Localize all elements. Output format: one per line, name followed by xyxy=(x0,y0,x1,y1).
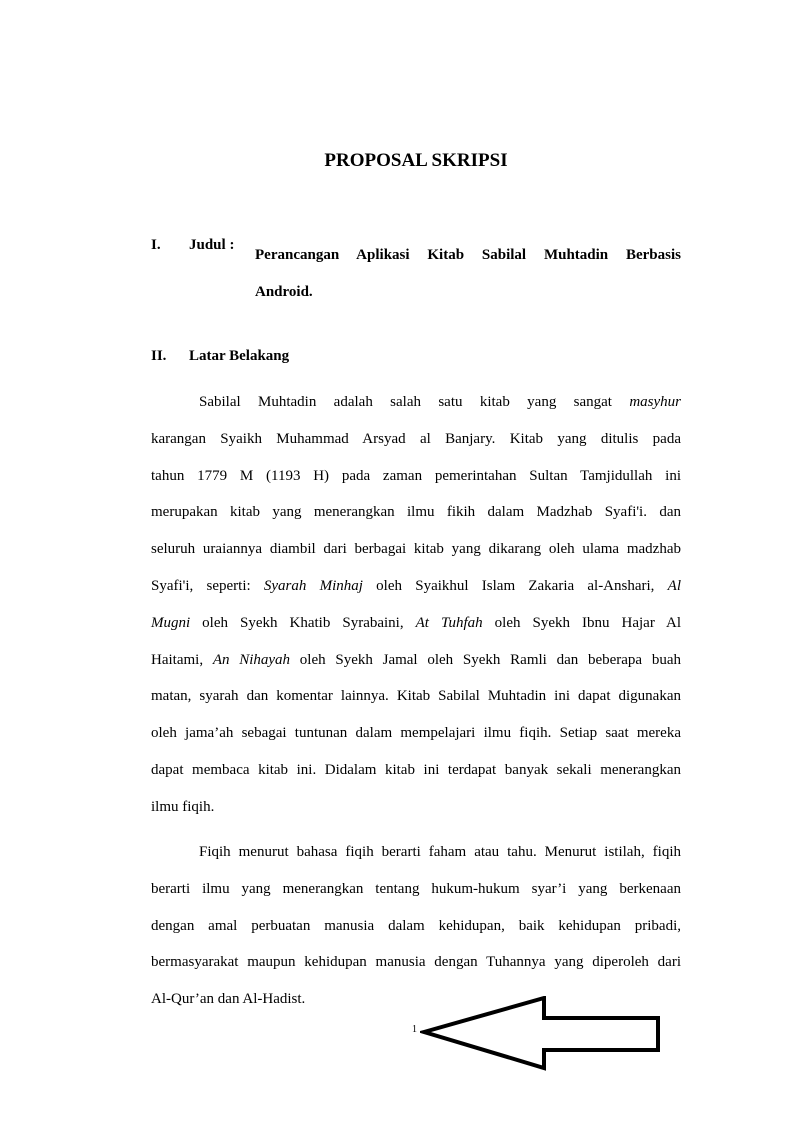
paragraph-1-line: dapat membaca kitab ini. Didalam kitab ini terdapat banyak sekali menerangkan xyxy=(151,761,681,778)
paragraph-1-line: merupakan kitab yang menerangkan ilmu fikih dalam Madzhab Syafi'i. dan xyxy=(151,504,681,521)
section-1-title-line-1: Perancangan Aplikasi Kitab Sabilal Muhtadin Berbasis xyxy=(255,247,681,263)
paragraph-2-line: Al-Qur’an dan Al-Hadist. xyxy=(151,991,306,1008)
paragraph-1-line: Mugni oleh Syekh Khatib Syrabaini, At Tuhfah oleh Syekh Ibnu Hajar Al xyxy=(151,614,682,631)
page-number: 1 xyxy=(412,1024,417,1035)
paragraph-1-line: tahun 1779 M (1193 H) pada zaman pemerintahan Sultan Tamjidullah ini xyxy=(151,467,681,484)
paragraph-2-line: dengan amal perbuatan manusia dalam kehidupan, baik kehidupan pribadi, xyxy=(151,917,681,934)
section-1-title-text xyxy=(255,237,681,311)
paragraph-2-line: Fiqih menurut bahasa fiqih berarti faham atau tahu. Menurut istilah, fiqih xyxy=(199,844,681,860)
paragraph-1-line: matan, syarah dan komentar lainnya. Kitab Sabilal Muhtadin ini dapat digunakan xyxy=(151,688,681,705)
paragraph-1-line: karangan Syaikh Muhammad Arsyad al Banjary. Kitab yang ditulis pada xyxy=(151,430,681,447)
paragraph-2-line: berarti ilmu yang menerangkan tentang hukum-hukum syar’i yang berkenaan xyxy=(151,880,681,897)
arrow-shape xyxy=(424,998,658,1068)
section-2-title: Latar Belakang xyxy=(189,348,290,364)
paragraph-1-line: Syafi'i, seperti: Syarah Minhaj oleh Syaikhul Islam Zakaria al-Anshari, Al xyxy=(151,577,681,594)
section-1-title-line-2: Android. xyxy=(255,284,313,300)
section-1-separator: : xyxy=(229,237,235,253)
left-arrow-icon xyxy=(420,996,670,1072)
section-1-label: Judul : xyxy=(189,237,235,253)
section-2-number: II. xyxy=(151,348,167,364)
paragraph-1-line: Sabilal Muhtadin adalah salah satu kitab yang sangat masyhur xyxy=(199,394,681,410)
paragraph-1-line: oleh jama’ah sebagai tuntunan dalam mempelajari ilmu fiqih. Setiap saat mereka xyxy=(151,725,681,742)
document-title: PROPOSAL SKRIPSI xyxy=(324,150,508,171)
paragraph-1-line: Haitami, An Nihayah oleh Syekh Jamal oleh Syekh Ramli dan beberapa buah xyxy=(151,651,681,668)
paragraph-2 xyxy=(151,834,681,1018)
paragraph-1-line: seluruh uraiannya diambil dari berbagai kitab yang dikarang oleh ulama madzhab xyxy=(151,541,681,558)
section-1-number: I. xyxy=(151,237,161,253)
paragraph-1-line: ilmu fiqih. xyxy=(151,798,215,815)
paragraph-2-line: bermasyarakat maupun kehidupan manusia dengan Tuhannya yang diperoleh dari xyxy=(151,954,681,971)
paragraph-1 xyxy=(151,384,681,826)
